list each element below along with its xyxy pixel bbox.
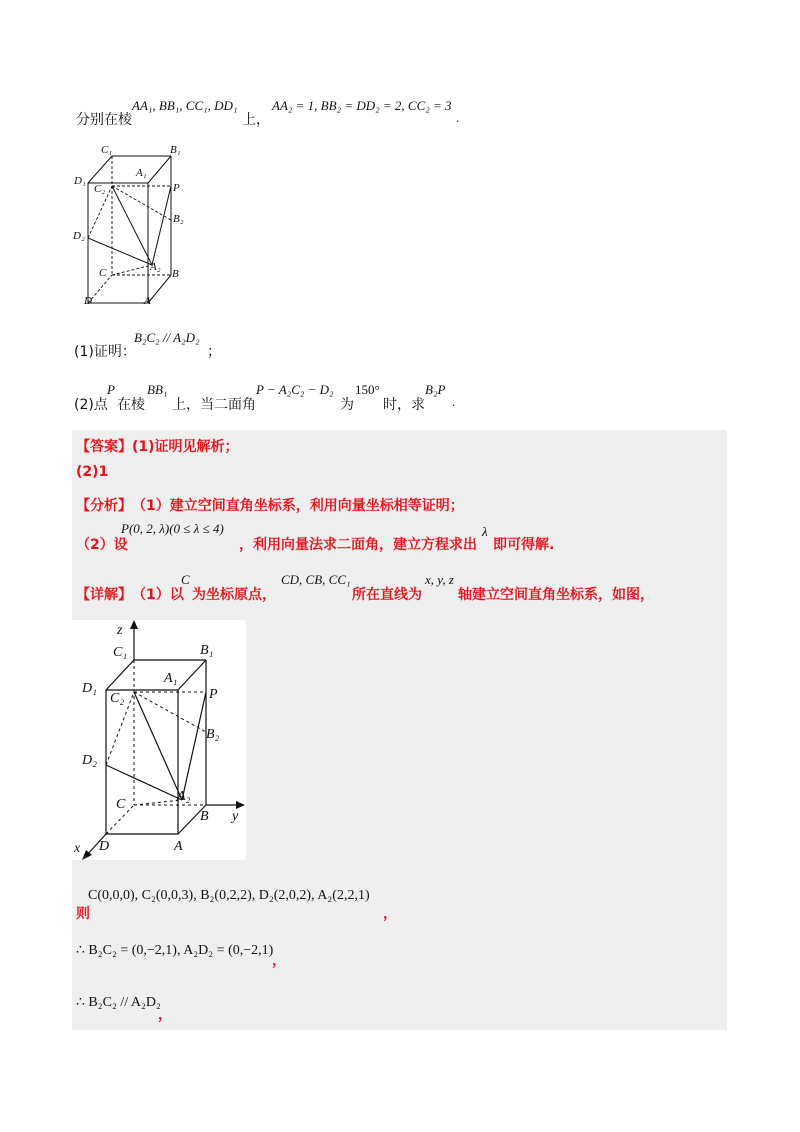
analysis-2-prefix: （2）设 (76, 537, 128, 553)
label-C: C (116, 797, 126, 812)
detail-1-mid2: 所在直线为 (352, 587, 422, 603)
detail-1-c: C (181, 572, 190, 587)
edge-a-b (148, 275, 171, 303)
prism-figure-2 (72, 620, 246, 860)
detail-1-axes: x, y, z (425, 572, 454, 587)
label-x: x (74, 841, 81, 856)
q2-end: . (452, 394, 456, 409)
vector-expr: ∴ B₂C₂ = (0,−2,1), A₂D₂ = (0,−2,1) (76, 943, 274, 958)
prism-figure-1 (72, 140, 202, 310)
label-C2: C₂ (110, 691, 125, 706)
q2-on: 在棱 (117, 397, 145, 413)
seg-c2-a2 (112, 186, 152, 265)
hidden-c-a2 (112, 265, 152, 275)
label-A: A (174, 839, 183, 854)
label-C1: C₁ (101, 144, 113, 156)
label-A2: A₂ (177, 789, 191, 804)
q2-is: 为 (340, 397, 354, 413)
q2-angle: 150° (355, 382, 380, 397)
label-C2: C₂ (94, 183, 106, 195)
edge-d1-c1 (88, 156, 112, 183)
line1-prefix: 分别在棱 (76, 112, 132, 128)
detail-1-end: 轴建立空间直角坐标系，如图， (458, 587, 654, 603)
parallel-expr: ∴ B₂C₂ // A₂D₂ (76, 995, 161, 1010)
analysis-tag: 【分析】 (76, 498, 132, 514)
vector-end: ， (272, 953, 286, 969)
analysis-1: （1）建立空间直角坐标系，利用向量坐标相等证明； (132, 498, 464, 514)
label-D: D (84, 295, 92, 307)
line1-on: 上， (242, 112, 270, 128)
detail-1-prefix: （1）以 (132, 587, 184, 603)
label-A: A (144, 295, 151, 307)
label-D1: D₁ (74, 175, 86, 187)
answer-2: (2)1 (76, 464, 109, 480)
label-C1: C₁ (113, 645, 128, 660)
front-face (88, 183, 148, 303)
edge-a1-b1 (148, 156, 171, 183)
detail-1-edges: CD, CB, CC₁ (281, 572, 351, 587)
analysis-2-end: 即可得解. (493, 537, 555, 553)
answer-tag: 【答案】 (76, 439, 132, 455)
label-C: C (99, 267, 107, 279)
q2-target: B₂P (425, 382, 446, 397)
q1-end: ； (207, 344, 221, 360)
label-B1: B₁ (200, 643, 214, 658)
label-B: B (200, 809, 209, 824)
label-A2: A₂ (150, 261, 161, 273)
detail-tag: 【详解】 (76, 587, 132, 603)
label-P: P (209, 687, 218, 702)
seg-a2-p (152, 186, 171, 265)
q2-edge: BB₁ (147, 382, 168, 397)
label-D2: D₂ (73, 230, 85, 242)
label-z: z (117, 623, 123, 638)
q2-when: 上，当二面角 (172, 397, 256, 413)
q2-then: 时，求 (383, 397, 425, 413)
label-B2: B₂ (173, 213, 184, 225)
detail-1-mid: 为坐标原点， (192, 587, 276, 603)
label-B: B (172, 268, 179, 280)
q2-angle-expr: P − A₂C₂ − D₂ (256, 382, 334, 397)
label-D2: D₂ (82, 753, 97, 768)
label-D: D (99, 839, 110, 854)
answer-text: (1)证明见解析； (132, 439, 239, 455)
seg-d2-a2 (88, 238, 152, 265)
q2-label: (2)点 (74, 397, 108, 413)
analysis-2-expr: P(0, 2, λ)(0 ≤ λ ≤ 4) (121, 521, 224, 536)
q1-expr: B₂C₂ // A₂D₂ (134, 330, 200, 345)
label-D1: D₁ (82, 681, 97, 696)
figure2-background (72, 620, 246, 860)
label-A1: A₁ (136, 167, 147, 179)
coords: C(0,0,0), C₂(0,0,3), B₂(0,2,2), D₂(2,0,2), A₂(2,2,1) (88, 888, 370, 903)
then-label: 则 (76, 906, 90, 922)
line1-edges: AA₁, BB₁, CC₁, DD₁ (132, 98, 238, 113)
label-B2: B₂ (206, 727, 220, 742)
q1-label: (1)证明： (74, 344, 136, 360)
label-P: P (173, 182, 180, 194)
analysis-2-lambda: λ (482, 524, 488, 539)
coords-end: ， (383, 906, 397, 922)
line1-end: . (456, 110, 460, 125)
analysis-2-mid: ，利用向量法求二面角，建立方程求出 (239, 537, 477, 553)
label-A1: A₁ (164, 671, 178, 686)
q2-p: P (107, 382, 115, 397)
label-y: y (232, 809, 239, 824)
line1-lengths: AA₂ = 1, BB₂ = DD₂ = 2, CC₂ = 3 (272, 98, 452, 113)
label-B1: B₁ (170, 144, 181, 156)
parallel-end: ， (158, 1007, 172, 1023)
